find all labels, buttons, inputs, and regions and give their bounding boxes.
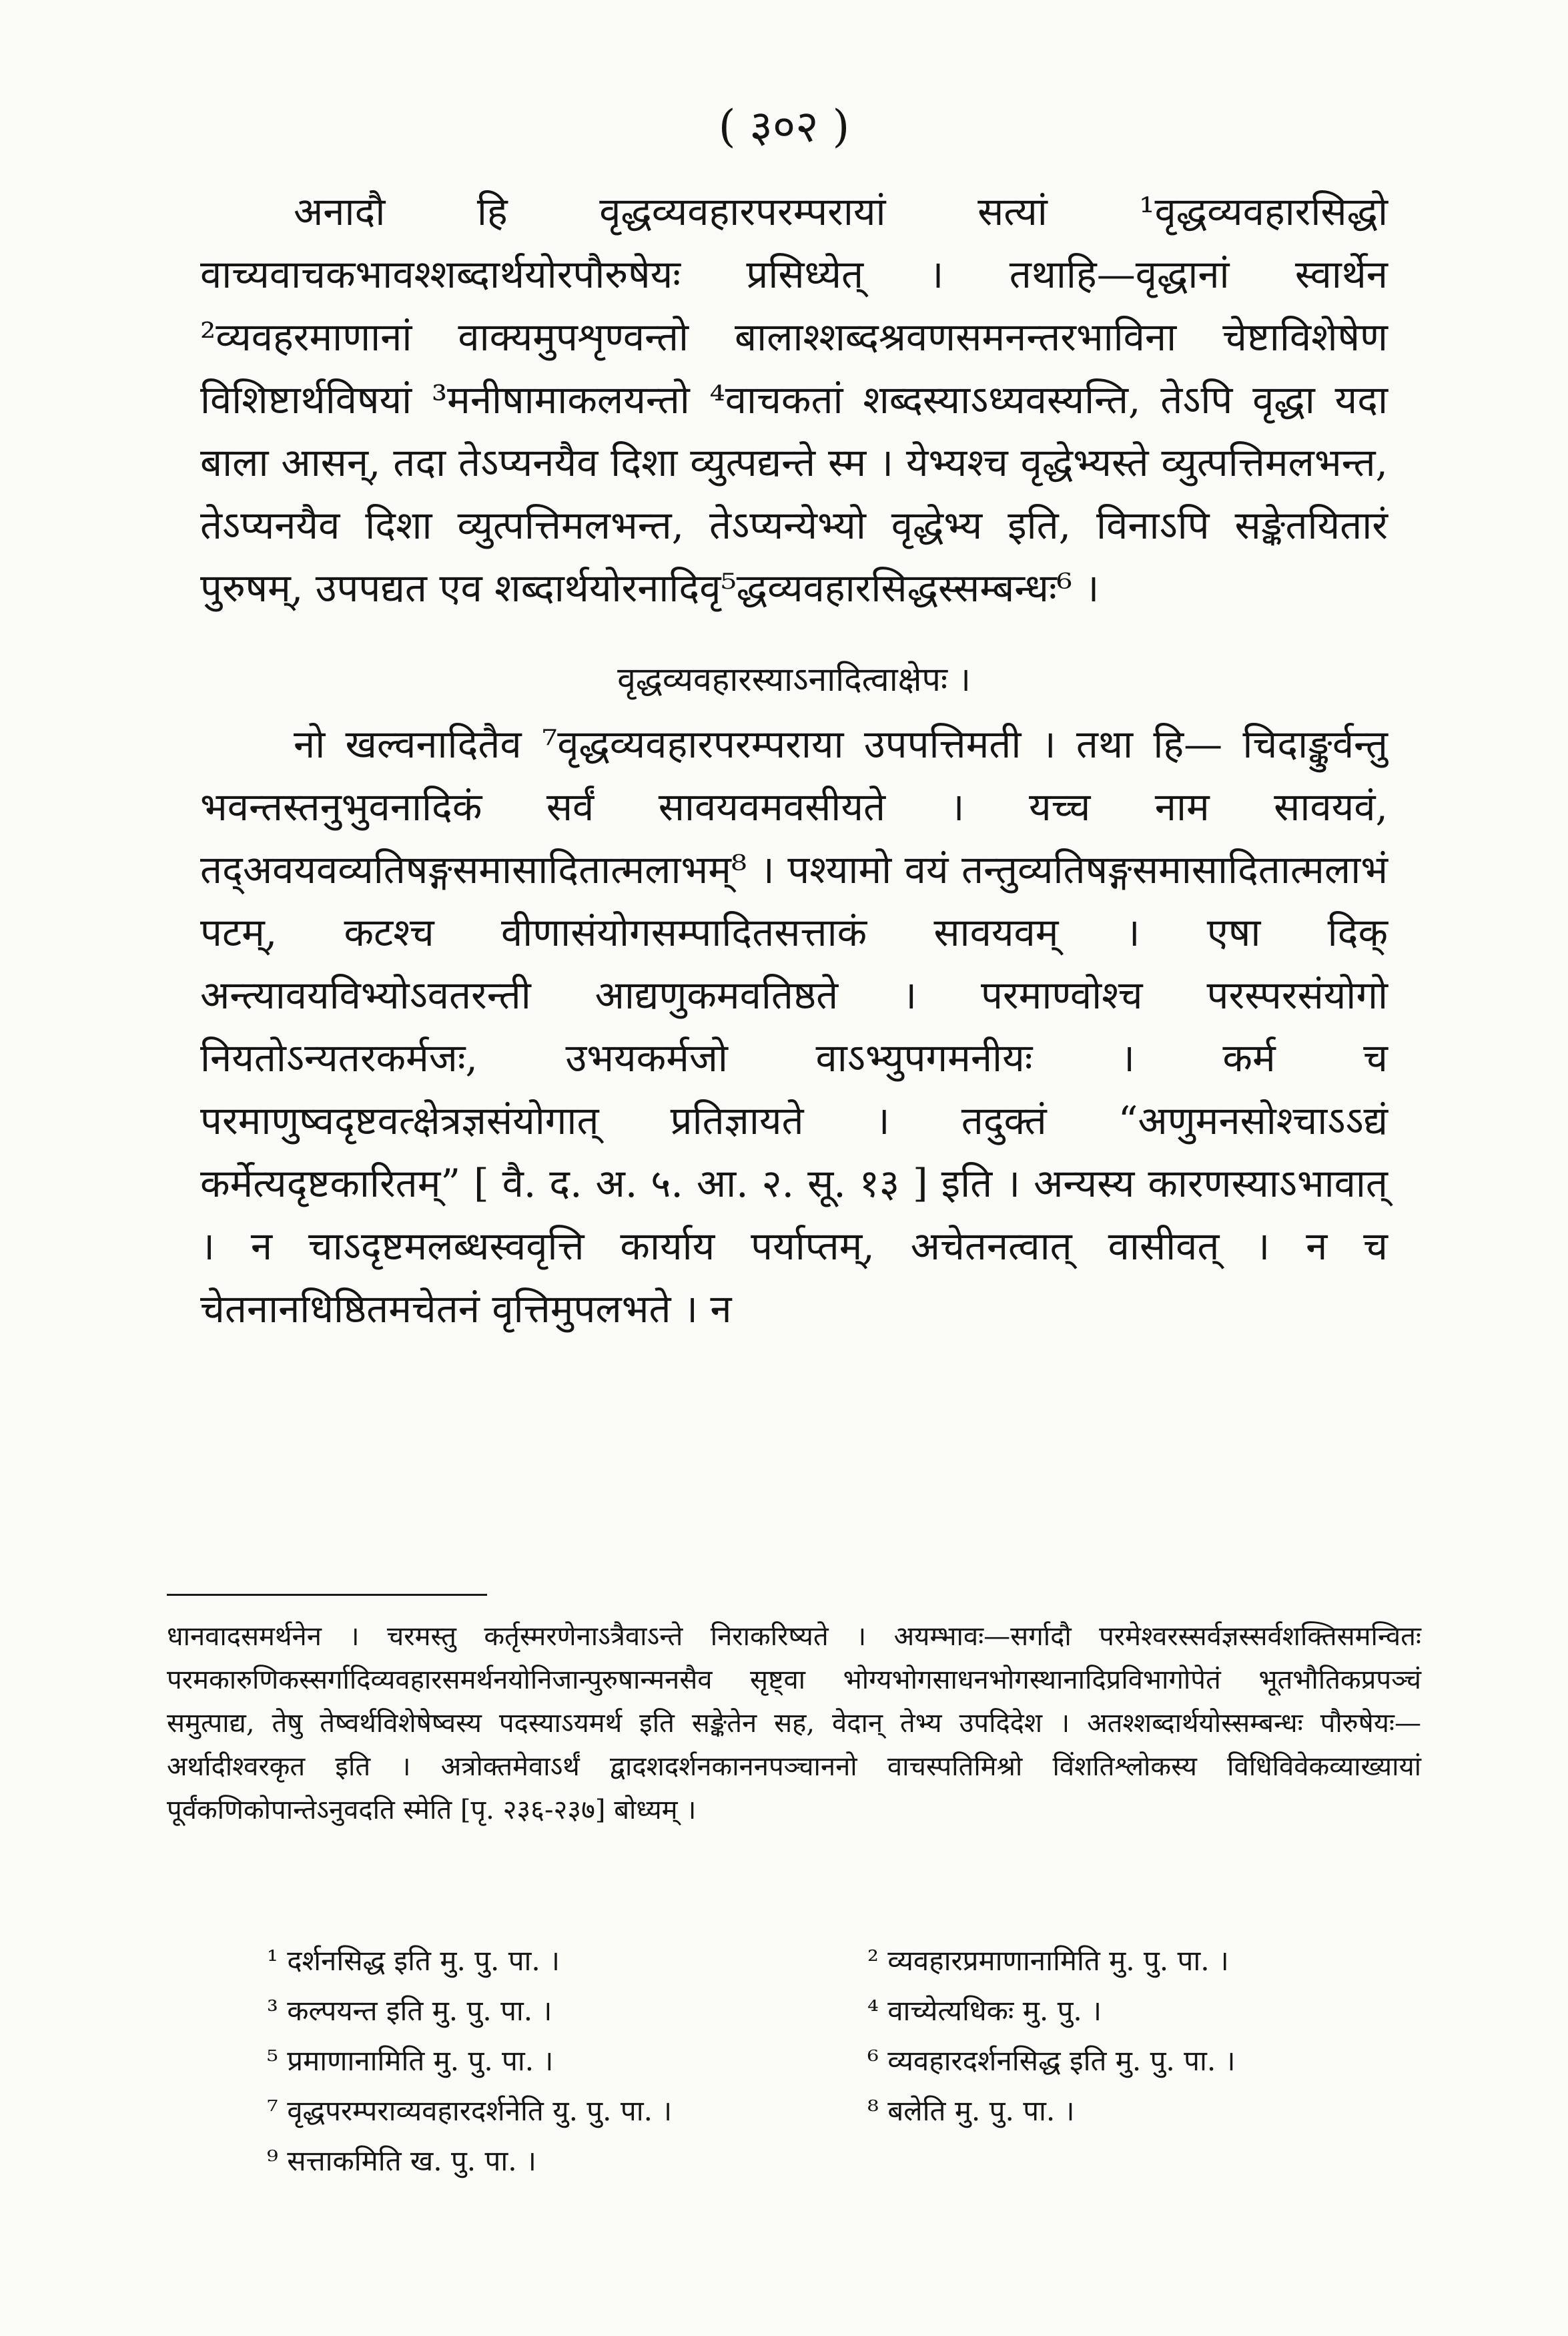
section-heading: वृद्धव्यवहारस्याऽनादित्वाक्षेपः ।	[617, 660, 971, 699]
variant-readings	[267, 1936, 1441, 2186]
variant-reading-8: ⁸ बलेति मु. पु. पा. ।	[867, 2094, 1075, 2127]
footnote-text: धानवादसमर्थनेन । चरमस्तु कर्तृस्मरणेनाऽत्रैवाऽन्ते निराकरिष्यते । अयम्भावः—सर्गादौ परमेश्वरस्सर्वज्ञस्सर्वशक्तिसमन्वितः परमकारुणिकस्सर्गादिव्यवहारसमर्थनयोनिजान्पुरुषान्मनसैव सृष्ट्वा भोग्यभोगसाधनभोगस्थानादिप्रविभागोपेतं भूतभौतिकप्रपञ्चं समुत्पाद्य, तेषु तेष्वर्थविशेषेष्वस्य पदस्याऽयमर्थ इति सङ्केतेन सह, वेदान् तेभ्य उपदिदेश । अतश्शब्दार्थयोस्सम्बन्धः पौरुषेयः—अर्थादीश्वरकृत इति । अत्रोक्तमेवाऽर्थं द्वादशदर्शनकाननपञ्चाननो वाचस्पतिमिश्रो विंशतिश्लोकस्य विधिविवेकव्याख्यायां पूर्वंकणिकोपान्तेऽनुवदति स्मेति [पृ. २३६-२३७] बोध्यम् ।	[167, 1621, 1421, 1825]
variant-reading-5: ⁵ प्रमाणानामिति मु. पु. पा. ।	[267, 2044, 554, 2077]
main-text	[200, 180, 1388, 1340]
variant-reading-9: ⁹ सत्ताकमिति ख. पु. पा. ।	[267, 2144, 536, 2177]
page-number: ( ३०२ )	[718, 101, 850, 152]
variant-reading-7: ⁷ वृद्धपरम्पराव्यवहारदर्शनेति यु. पु. पा. ।	[267, 2094, 673, 2127]
footnote-divider	[167, 1594, 487, 1596]
paragraph-1: अनादौ हि वृद्धव्यवहारपरम्परायां सत्यां ¹वृद्धव्यवहारसिद्धो वाच्यवाचकभावश्शब्दार्थयोरपौरुषेयः प्रसिध्येत् । तथाहि—वृद्धानां स्वार्थेन ²व्यवहरमाणानां वाक्यमुपशृण्वन्तो बालाश्शब्दश्रवणसमनन्तरभाविना चेष्टाविशेषेण विशिष्टार्थविषयां ³मनीषामाकलयन्तो ⁴वाचकतां शब्दस्याऽध्यवस्यन्ति, तेऽपि वृद्धा यदा बाला आसन्, तदा तेऽप्यनयैव दिशा व्युत्पद्यन्ते स्म । येभ्यश्च वृद्धेभ्यस्ते व्युत्पत्तिमलभन्त, तेऽप्यनयैव दिशा व्युत्पत्तिमलभन्त, तेऽप्यन्येभ्यो वृद्धेभ्य इति, विनाऽपि सङ्केतयितारं पुरुषम्, उपपद्यत एव शब्दार्थयोरनादिवृ⁵द्धव्यवहारसिद्धस्सम्बन्धः⁶ ।	[200, 189, 1388, 611]
variant-reading-4: ⁴ वाच्येत्यधिकः मु. पु. ।	[867, 1994, 1102, 2027]
variant-reading-2: ² व्यवहारप्रमाणानामिति मु. पु. पा. ।	[867, 1944, 1229, 1977]
variant-reading-6: ⁶ व्यवहारदर्शनसिद्ध इति मु. पु. पा. ।	[867, 2044, 1236, 2077]
variant-reading-3: ³ कल्पयन्त इति मु. पु. पा. ।	[267, 1994, 552, 2027]
variant-reading-1: ¹ दर्शनसिद्ध इति मु. पु. पा. ।	[267, 1944, 560, 1977]
paragraph-2: नो खल्वनादितैव ⁷वृद्धव्यवहारपरम्पराया उपपत्तिमती । तथा हि— चिदाङ्कुर्वन्तु भवन्तस्तनुभुवनादिकं सर्वं सावयवमवसीयते । यच्च नाम सावयवं, तद्अवयवव्यतिषङ्गसमासादितात्मलाभम्⁸ । पश्यामो वयं तन्तुव्यतिषङ्गसमासादितात्मलाभं पटम्, कटश्च वीणासंयोगसम्पादितसत्ताकं सावयवम् । एषा दिक् अन्त्यावयविभ्योऽवतरन्ती आद्यणुकमवतिष्ठते । परमाण्वोश्च परस्परसंयोगो नियतोऽन्यतरकर्मजः, उभयकर्मजो वाऽभ्युपगमनीयः । कर्म च परमाणुष्वदृष्टवत्क्षेत्रज्ञसंयोगात् प्रतिज्ञायते । तदुक्तं “अणुमनसोश्चाऽऽद्यं कर्मेत्यदृष्टकारितम्” [ वै. द. अ. ५. आ. २. सू. १३ ] इति । अन्यस्य कारणस्याऽभावात् । न चाऽदृष्टमलब्धस्ववृत्ति कार्याय पर्याप्तम्, अचेतनत्वात् वासीवत् । न च चेतनानधिष्ठितमचेतनं वृत्तिमुपलभते । न	[200, 721, 1388, 1332]
